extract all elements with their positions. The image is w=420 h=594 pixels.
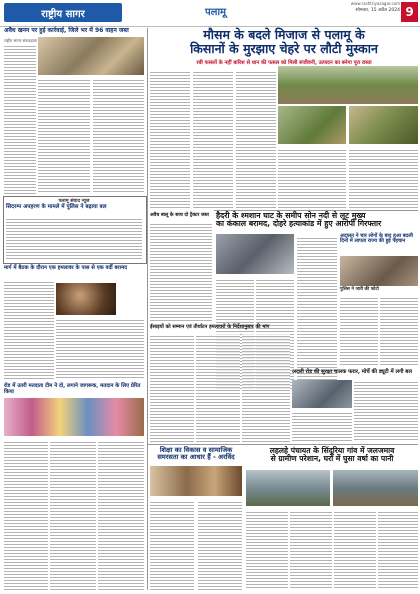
lead-photo-field (278, 66, 418, 104)
body-text (98, 440, 144, 590)
left-boxed-kicker: पलामू संवाद न्यूज (58, 199, 90, 204)
body-text (196, 334, 240, 442)
section-title: पलामू (205, 7, 227, 18)
body-text (334, 510, 376, 590)
lead-headline-line2: किसानों के मुरझाए चेहरे पर लौटी मुस्कान (190, 40, 378, 56)
body-text (380, 296, 418, 366)
lower-right-headline (246, 447, 418, 463)
lower-left-headline-line1: शिक्षा का विकास व सामाजिक (159, 446, 233, 454)
body-text (4, 44, 36, 194)
body-text (150, 334, 194, 442)
body-text (349, 148, 418, 208)
lower-left-headline-line2: समरसता का आधार हैं - अरविंद (157, 453, 235, 462)
lead-headline (150, 28, 418, 55)
brand-logo: राष्ट्रीय सागर (4, 3, 122, 22)
column-rule (147, 28, 148, 590)
body-text (290, 510, 332, 590)
body-text (236, 70, 276, 210)
section-rule (148, 444, 418, 445)
lead-subhead: रबी फसलों के नहीं बारिश से धान की फसल को मिली संजीवनी, उत्पादन का बनेगा पूरा रास्ता (196, 60, 372, 66)
left-mid-headline: मार्ग में बैठक के दौरान एक हमलावर के पास से एक वर्दी बरामद (4, 265, 128, 271)
crime-headline-line2: का कंकाल बरामद, दोहरे हत्याकांड में हुए आरोपी गिरफ्तार (216, 219, 382, 229)
right-strip-photo (292, 380, 352, 408)
right-mid-sidehead: पुलिस ने जारी की फोटो (340, 287, 379, 292)
left-bottom-headline: रोड में उतरी मतदाता टीम ने दो, लगाने जागरूक, मतदान के लिए प्रेरित किया (4, 383, 141, 395)
body-text (340, 296, 378, 366)
left-boxed-headline: सिदरम्प अपहरण के मामले में पुलिस ने बढ़ाया बल (6, 204, 107, 210)
site-url: www.rashtriyasagar.com (350, 1, 400, 6)
body-text (193, 70, 233, 210)
body-text (4, 280, 54, 380)
body-text (246, 510, 288, 590)
left-bottom-photo (4, 398, 144, 436)
left-top-photo (38, 37, 144, 75)
crime-photo (216, 234, 294, 274)
left-top-headline: अवैध खनन पर हुई कार्रवाई, जिले भर में 96 वाहन जब्त (4, 27, 129, 34)
body-text (198, 500, 242, 590)
lead-photo-crop (349, 106, 418, 144)
crime-headline-line1: हैदरी के श्मशान घाट के समीप सोन नदी से लूट मुख्य (216, 211, 366, 220)
body-text (292, 411, 352, 442)
flood-photo (246, 470, 330, 506)
body-text (50, 440, 96, 590)
lead-headline-line1: मौसम के बदले मिजाज से पलामू के (203, 27, 365, 42)
right-mid-photo (340, 256, 418, 286)
body-text (378, 510, 418, 590)
body-text (6, 217, 142, 260)
right-mid-headline: अदालत ने चार लोगों के बाद हुआ बदली दिनों में लापता राज्य की हुई पहचान (340, 233, 413, 245)
page-number: 9 (401, 2, 418, 22)
lower-left-photo (150, 466, 242, 496)
lower-right-headline-line2: से ग्रामीण परेशान, घरों में घुसा वर्षा का पानी (270, 454, 394, 464)
lower-right-headline-line1: लहलहे पंचायत के सिंदूरिया गांव में जलजमाव (269, 446, 395, 455)
body-text (4, 440, 48, 590)
person-photo (56, 283, 116, 315)
left-top-byline: राष्ट्रीय सागर संवाददाता (4, 38, 38, 43)
body-text (150, 500, 194, 590)
mid-small-headline: अवैध बालू के साथ दो ट्रैक्टर जब्त (150, 213, 209, 218)
edition-date: सोमवार, 15 अप्रैल 2024 (355, 8, 400, 13)
body-text (297, 236, 337, 390)
body-text (278, 148, 346, 208)
right-strip-headline: अदली रोड की सुरक्षा चालक फरार, मोर्चे की ड्यूटी में लगी बल (292, 369, 412, 375)
body-text (150, 70, 190, 210)
body-text (38, 78, 90, 192)
lead-photo-farmer (278, 106, 346, 144)
body-text (93, 78, 144, 192)
body-text (150, 222, 212, 322)
masthead (0, 0, 420, 27)
flood-photo (333, 470, 418, 506)
crime-headline (216, 212, 418, 229)
body-text (56, 318, 144, 380)
body-text (354, 380, 418, 442)
mid-story-headline: ईसाइयों को सम्मान एवं तीर्थाटन हमलावरों के निर्देशानुसार की मांग (150, 324, 270, 330)
lower-left-headline (150, 447, 242, 461)
body-text (242, 334, 290, 442)
